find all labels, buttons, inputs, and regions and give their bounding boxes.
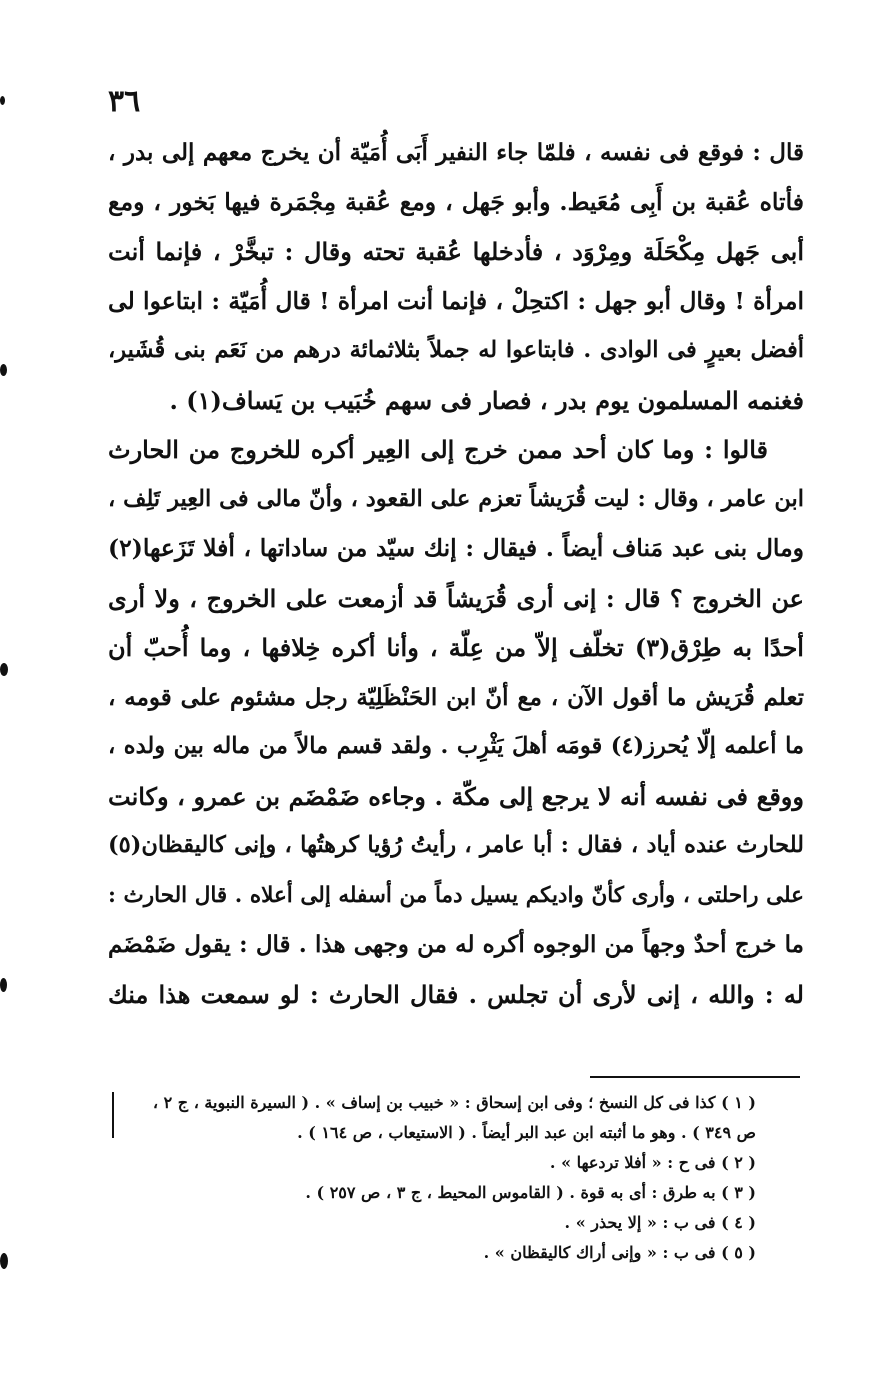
text-line: على راحلتى ، وأرى كأنّ واديكم يسيل دماً من أسفله إلى أعلاه . قال الحارث : — [108, 882, 804, 908]
footnote-number: ( ٣ ) — [721, 1183, 756, 1202]
footnote-rule — [590, 1076, 800, 1078]
text-line: للحارث عنده أياد ، فقال : أبا عامر ، رأيتُ رُؤيا كرهتُها ، وإنى كاليقظان(٥) — [108, 832, 804, 858]
footnote-text: ص ٣٤٩ ) . وهو ما أثبته ابن عبد البر أيضاً . ( الاستيعاب ، ص ١٦٤ ) . — [297, 1123, 756, 1142]
scan-speck — [0, 96, 5, 105]
text-line: ووقع فى نفسه أنه لا يرجع إلى مكّة . وجاءه ضَمْضَم بن عمرو ، وكانت — [108, 781, 804, 811]
footnote-1 — [100, 1088, 756, 1118]
footnote-number: ( ٥ ) — [721, 1243, 756, 1262]
text-line: أبى جَهل مِكْحَلَة ومِرْوَد ، فأدخلها عُقبة تحته وقال : تبخَّرْ ، فإنما أنت — [108, 237, 804, 266]
main-text — [108, 128, 804, 1019]
text-line: ما خرج أحدٌ وجهاً من الوجوه أكره له من وجهى هذا . قال : يقول ضَمْضَم — [108, 931, 804, 958]
text-line: امرأة ! وقال أبو جهل : اكتحِلْ ، فإنما أنت امرأة ! قال أُمَيّة : ابتاعوا لى — [108, 286, 804, 315]
text-line: فأتاه عُقبة بن أَبِى مُعَيط. وأبو جَهل ، ومع عُقبة مِجْمَرة فيها بَخور ، ومع — [108, 187, 804, 216]
footnote-2 — [100, 1148, 756, 1178]
footnote-text: فى ب : « إلا يحذر » . — [564, 1213, 716, 1232]
footnote-5 — [100, 1238, 756, 1268]
text-line: ابن عامر ، وقال : ليت قُرَيشاً تعزم على القعود ، وأنّ مالى فى العِير تَلِف ، — [108, 485, 804, 512]
footnote-3 — [100, 1178, 756, 1208]
text-line: له : والله ، إنى لأرى أن تجلس . فقال الحارث : لو سمعت هذا منك — [108, 979, 804, 1009]
footnote-number: ( ٢ ) — [721, 1153, 756, 1172]
text-line: أحدًا به طِرْق(٣) تخلّف إلاّ من عِلّة ، وأنا أكره خِلافها ، وما أُحبّ أن — [108, 633, 804, 662]
footnote-text: فى ب : « وإنى أراك كاليقظان » . — [483, 1243, 716, 1262]
footnote-number: ( ٤ ) — [721, 1213, 756, 1232]
scan-speck — [0, 978, 7, 992]
text-line: قال : فوقع فى نفسه ، فلمّا جاء النفير أَبَى أُمَيّة أن يخرج معهم إلى بدر ، — [108, 139, 804, 166]
footnotes — [100, 1088, 756, 1268]
scan-speck — [0, 364, 7, 376]
scan-speck — [0, 1253, 8, 1269]
footnote-number: ( ١ ) — [721, 1093, 756, 1112]
page-number: ٣٦ — [108, 84, 141, 119]
text-line: عن الخروج ؟ قال : إنى أرى قُرَيشاً قد أزمعت على الخروج ، ولا أرى — [108, 583, 804, 613]
paragraph-1 — [108, 128, 804, 425]
footnote-text: كذا فى كل النسخ ؛ وفى ابن إسحاق : « خبيب بن إساف » . ( السيرة النبوية ، ج ٢ ، — [152, 1093, 716, 1112]
footnote-text: به طرق : أى به قوة . ( القاموس المحيط ، ج ٣ ، ص ٢٥٧ ) . — [305, 1183, 716, 1202]
footnote-4 — [100, 1208, 756, 1238]
paragraph-2 — [108, 425, 804, 1019]
scan-speck — [0, 663, 8, 676]
text-line: فغنمه المسلمون يوم بدر ، فصار فى سهم خُبَيب بن يَساف(١) . — [169, 385, 804, 415]
footnote-text: فى ح : « أفلا تردعها » . — [549, 1153, 716, 1172]
text-line: أفضل بعيرٍ فى الوادى . فابتاعوا له جملاً بثلاثمائة درهم من نَعَم بنى قُشَير، — [108, 337, 804, 363]
text-line: قالوا : وما كان أحد ممن خرج إلى العِير أكره للخروج من الحارث — [108, 435, 768, 464]
text-line: ما أعلمه إلّا يُحرز(٤) قومَه أهلَ يَثْرِب . ولقد قسم مالاً من ماله بين ولده ، — [108, 733, 804, 759]
text-line: ومال بنى عبد مَناف أيضاً . فيقال : إنك سيّد من ساداتها ، أفلا تَزَعها(٢) — [108, 534, 804, 562]
footnote-1-continued — [100, 1118, 756, 1148]
text-line: تعلم قُرَيش ما أقول الآن ، مع أنّ ابن الحَنْظَلِيّة رجل مشئوم على قومه ، — [108, 683, 804, 711]
